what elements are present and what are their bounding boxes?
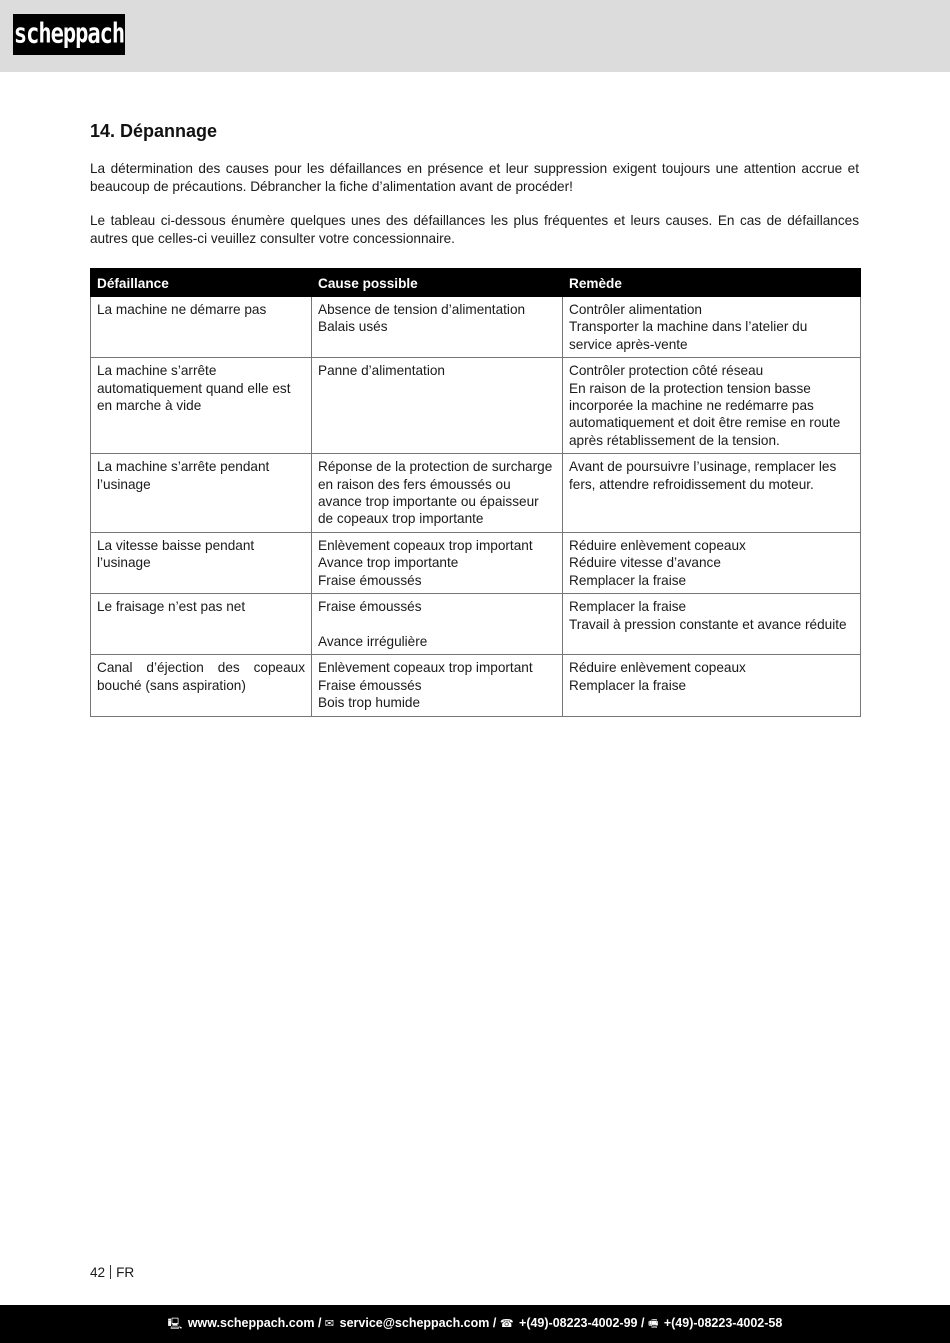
table-header-row — [91, 269, 861, 297]
intro-paragraph-2: Le tableau ci-dessous énumère quelques unes des défaillances les plus fréquentes et leurs causes. En cas de défaillances autres que celles-ci veuillez consulter votre concessionnaire. — [90, 213, 859, 246]
cause-cell: Fraise émoussés Avance irrégulière — [312, 594, 563, 655]
table-row — [91, 532, 861, 593]
table-row — [91, 358, 861, 454]
table-row — [91, 594, 861, 655]
fault-cell: La machine s’arrête pendant l’usinage — [91, 454, 312, 533]
cause-cell: Réponse de la protection de surcharge en raison des fers émoussés ou avance trop importante ou épaisseur de copeaux trop importante — [312, 454, 563, 533]
footer-phone: +(49)-08223-4002-99 — [519, 1316, 638, 1330]
remedy-cell: Réduire enlèvement copeaux Remplacer la fraise — [563, 655, 861, 716]
page-divider — [110, 1265, 111, 1279]
table-row — [91, 454, 861, 533]
remedy-cell: Contrôler protection côté réseau En raison de la protection tension basse incorporée la machine ne redémarre pas automatiquement et doit être remise en route après rétablissement de la tension. — [563, 358, 861, 454]
scheppach-logo: scheppach — [13, 14, 125, 55]
intro-paragraph-1: La détermination des causes pour les défaillances en présence et leur suppression exigent toujours une attention accrue et beaucoup de précautions. Débrancher la fiche d’alimentation avant de procéder! — [90, 161, 859, 194]
header-band — [0, 0, 950, 72]
computer-icon: 🖳 — [167, 1318, 183, 1330]
footer-web[interactable]: www.scheppach.com — [187, 1316, 315, 1330]
envelope-icon: ✉ — [324, 1318, 335, 1330]
remedy-cell: Réduire enlèvement copeaux Réduire vitesse d’avance Remplacer la fraise — [563, 532, 861, 593]
fault-cell: Canal d’éjection des copeaux bouché (sans aspiration) — [91, 655, 312, 716]
fault-cell: La machine ne démarre pas — [91, 297, 312, 358]
table-row — [91, 297, 861, 358]
fax-icon: 🖷 — [647, 1318, 659, 1330]
cause-cell: Panne d’alimentation — [312, 358, 563, 454]
blank-line — [318, 616, 556, 633]
table-row — [91, 655, 861, 716]
header-remedy: Remède — [563, 269, 861, 297]
telephone-icon: ☎ — [499, 1318, 514, 1330]
troubleshooting-table — [90, 268, 861, 717]
cause-cell: Enlèvement copeaux trop important Fraise émoussés Bois trop humide — [312, 655, 563, 716]
footer-bar: 🖳 www.scheppach.com / ✉ service@scheppach.com / ☎ +(49)-08223-4002-99 / 🖷 +(49)-08223-4002-58 — [0, 1305, 950, 1343]
footer-fax: +(49)-08223-4002-58 — [663, 1316, 783, 1330]
cause-cell: Enlèvement copeaux trop important Avance trop importante Fraise émoussés — [312, 532, 563, 593]
fault-cell: La machine s’arrête automatiquement quand elle est en marche à vide — [91, 358, 312, 454]
remedy-cell: Contrôler alimentation Transporter la machine dans l’atelier du service après-vente — [563, 297, 861, 358]
footer-email[interactable]: service@scheppach.com — [339, 1316, 490, 1330]
fault-cell: Le fraisage n’est pas net — [91, 594, 312, 655]
cause-cell: Absence de tension d’alimentation Balais usés — [312, 297, 563, 358]
header-fault: Défaillance — [91, 269, 312, 297]
remedy-cell: Avant de poursuivre l’usinage, remplacer les fers, attendre refroidissement du moteur. — [563, 454, 861, 533]
remedy-cell: Remplacer la fraise Travail à pression constante et avance réduite — [563, 594, 861, 655]
fault-cell: La vitesse baisse pendant l’usinage — [91, 532, 312, 593]
page-number: 42 FR — [90, 1265, 135, 1280]
section-title: 14. Dépannage — [90, 121, 218, 141]
header-cause: Cause possible — [312, 269, 563, 297]
